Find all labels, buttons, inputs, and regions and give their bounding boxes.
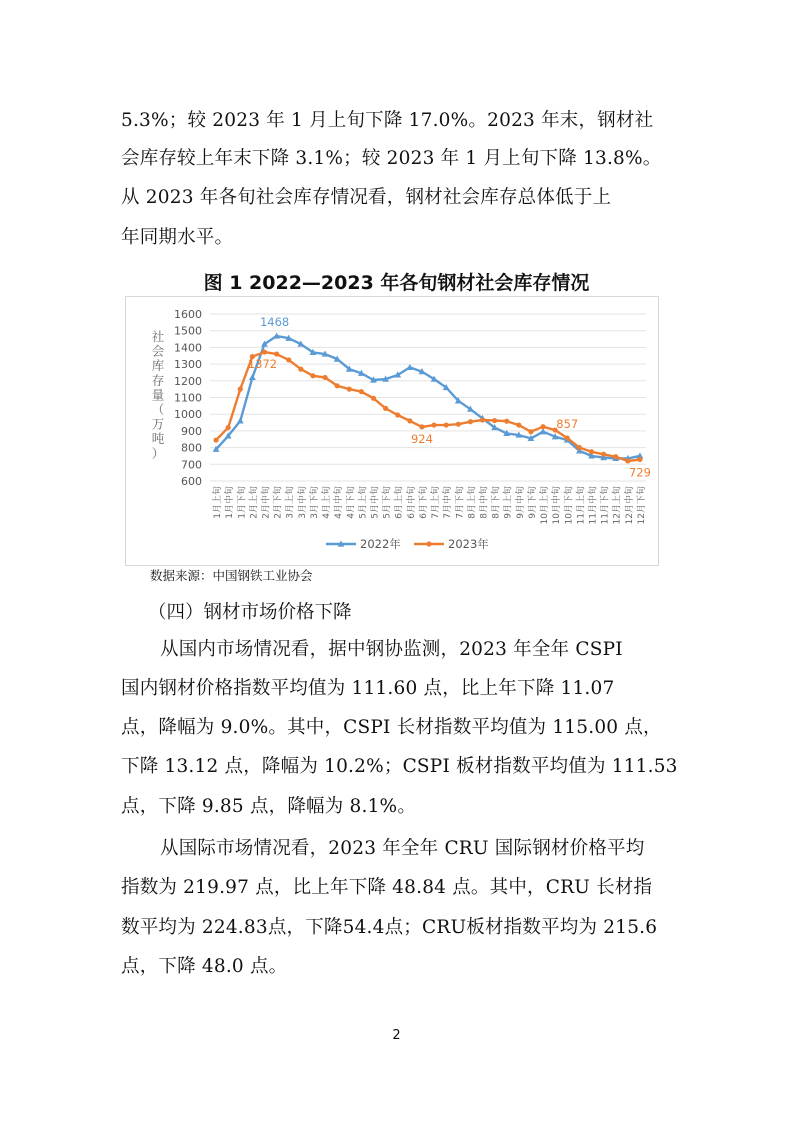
y-axis-label-char: 库 xyxy=(151,358,165,374)
x-tick-label: 11月下旬 xyxy=(600,485,611,525)
y-axis-label-char: （ xyxy=(151,402,165,417)
x-tick-label: 1月中旬 xyxy=(225,486,236,519)
data-point xyxy=(249,374,256,380)
data-point xyxy=(480,417,485,422)
x-tick-label: 8月上旬 xyxy=(467,486,478,519)
y-tick-label: 1300 xyxy=(174,358,202,372)
x-tick-label: 1月上旬 xyxy=(213,486,224,519)
x-tick-label: 9月下旬 xyxy=(527,486,538,519)
x-tick-label: 7月中旬 xyxy=(443,486,454,519)
data-point xyxy=(492,418,497,423)
x-tick-label: 10月上旬 xyxy=(540,486,551,525)
data-point xyxy=(504,419,509,424)
legend-label: 2022年 xyxy=(360,537,401,551)
inventory-line-chart xyxy=(126,297,658,565)
page-number: 2 xyxy=(392,1028,401,1043)
domestic-line-4: 下降 13.12 点，降幅为 10.2%；CSPI 板材指数平均值为 111.53 xyxy=(121,756,678,777)
y-tick-label: 1400 xyxy=(174,341,202,355)
x-tick-label: 5月上旬 xyxy=(358,486,369,519)
data-point xyxy=(406,364,413,370)
international-line-1: 从国际市场情况看，2023 年全年 CRU 国际钢材价格平均 xyxy=(160,838,645,859)
data-label: 729 xyxy=(628,465,651,480)
y-tick-label: 1000 xyxy=(174,408,202,422)
data-point xyxy=(238,387,243,392)
data-label: 924 xyxy=(410,431,433,446)
x-tick-label: 9月中旬 xyxy=(515,486,526,519)
x-tick-label: 4月上旬 xyxy=(322,486,333,519)
data-point xyxy=(213,437,218,442)
data-label: 1372 xyxy=(247,357,278,372)
data-point xyxy=(444,422,449,427)
y-axis-label-char: ） xyxy=(151,445,165,461)
international-line-3: 数平均为 224.83点，下降54.4点；CRU板材指数平均为 215.6 xyxy=(121,917,658,938)
x-tick-label: 7月上旬 xyxy=(431,486,442,519)
intro-line-2: 会库存较上年末下降 3.1%；较 2023 年 1 月上旬下降 13.8%。 xyxy=(121,148,662,169)
domestic-line-3: 点，降幅为 9.0%。其中，CSPI 长材指数平均值为 115.00 点， xyxy=(121,717,662,738)
x-tick-label: 8月下旬 xyxy=(491,486,502,519)
intro-line-3: 从 2023 年各旬社会库存情况看，钢材社会库存总体低于上 xyxy=(121,187,612,208)
x-tick-label: 1月下旬 xyxy=(237,486,248,519)
domestic-line-2: 国内钢材价格指数平均值为 111.60 点，比上年下降 11.07 xyxy=(121,678,615,699)
x-tick-label: 5月下旬 xyxy=(382,486,393,519)
data-point xyxy=(577,445,582,450)
domestic-line-5: 点，下降 9.85 点，降幅为 8.1%。 xyxy=(121,796,417,817)
domestic-line-1: 从国内市场情况看，据中钢协监测，2023 年全年 CSPI xyxy=(160,639,623,660)
y-axis-label-char: 万 xyxy=(151,416,165,432)
data-point xyxy=(226,425,231,430)
x-tick-label: 3月上旬 xyxy=(285,486,296,519)
data-point xyxy=(407,418,412,423)
x-tick-label: 6月中旬 xyxy=(406,486,417,519)
data-point xyxy=(468,419,473,424)
data-label: 1468 xyxy=(259,315,290,330)
data-point xyxy=(286,357,291,362)
data-point xyxy=(456,422,461,427)
intro-line-1: 5.3%；较 2023 年 1 月上旬下降 17.0%。2023 年末，钢材社 xyxy=(121,110,654,131)
data-point xyxy=(237,417,244,423)
x-tick-label: 12月中旬 xyxy=(624,486,635,525)
inventory-chart xyxy=(125,296,659,566)
data-point xyxy=(322,375,327,380)
x-tick-label: 2月下旬 xyxy=(273,486,284,519)
legend-label: 2023年 xyxy=(448,537,489,551)
data-point xyxy=(310,373,315,378)
x-tick-label: 3月中旬 xyxy=(297,486,308,519)
data-point xyxy=(625,458,630,463)
data-point xyxy=(419,424,424,429)
data-point xyxy=(395,412,400,417)
x-tick-label: 11月中旬 xyxy=(588,486,599,525)
y-tick-label: 600 xyxy=(181,475,202,488)
y-tick-label: 1100 xyxy=(174,391,202,405)
data-point xyxy=(298,367,303,372)
x-tick-label: 6月下旬 xyxy=(418,486,429,519)
y-axis-label-char: 吨 xyxy=(151,431,165,447)
international-line-2: 指数为 219.97 点，比上年下降 48.84 点。其中，CRU 长材指 xyxy=(121,877,653,898)
x-tick-label: 10月中旬 xyxy=(552,486,563,525)
data-point xyxy=(262,349,267,354)
data-point xyxy=(613,454,618,459)
y-axis-label-char: 量 xyxy=(151,387,165,403)
x-tick-label: 4月中旬 xyxy=(334,486,345,519)
data-point xyxy=(383,406,388,411)
x-tick-label: 9月上旬 xyxy=(503,486,514,519)
x-tick-label: 12月下旬 xyxy=(636,486,647,525)
data-point xyxy=(516,422,521,427)
x-tick-label: 6月上旬 xyxy=(394,486,405,519)
y-tick-label: 800 xyxy=(181,441,202,455)
data-point xyxy=(359,389,364,394)
figure-title: 图 1 2022—2023 年各旬钢材社会库存情况 xyxy=(203,272,590,294)
x-tick-label: 2月上旬 xyxy=(249,486,260,519)
data-point xyxy=(431,422,436,427)
data-point xyxy=(528,429,533,434)
x-tick-label: 5月中旬 xyxy=(370,486,381,519)
data-point xyxy=(335,383,340,388)
x-tick-label: 12月上旬 xyxy=(612,486,623,525)
y-tick-label: 1200 xyxy=(174,374,202,388)
international-line-4: 点，下降 48.0 点。 xyxy=(121,956,288,977)
x-tick-label: 7月下旬 xyxy=(455,486,466,519)
data-point xyxy=(371,396,376,401)
y-axis-label-char: 社 xyxy=(151,329,165,344)
y-tick-label: 900 xyxy=(181,424,202,438)
data-point xyxy=(601,452,606,457)
data-point xyxy=(637,457,642,462)
x-tick-label: 8月中旬 xyxy=(479,486,490,519)
y-axis-label-char: 存 xyxy=(151,372,165,388)
data-label: 857 xyxy=(556,417,579,432)
y-tick-label: 700 xyxy=(181,458,202,472)
y-tick-label: 1500 xyxy=(174,324,202,338)
data-point xyxy=(540,424,545,429)
y-tick-label: 1600 xyxy=(174,308,202,321)
y-axis-label-char: 会 xyxy=(151,343,165,359)
x-tick-label: 10月下旬 xyxy=(564,486,575,525)
section-heading: （四）钢材市场价格下降 xyxy=(148,602,352,623)
x-tick-label: 3月下旬 xyxy=(309,486,320,519)
data-point xyxy=(565,435,570,440)
data-point xyxy=(274,351,279,356)
intro-line-4: 年同期水平。 xyxy=(121,227,234,248)
x-tick-label: 2月中旬 xyxy=(261,486,272,519)
data-point xyxy=(589,449,594,454)
source-note: 数据来源：中国钢铁工业协会 xyxy=(150,568,313,583)
data-point xyxy=(347,387,352,392)
x-tick-label: 4月下旬 xyxy=(346,486,357,519)
legend-marker xyxy=(426,541,431,546)
x-tick-label: 11月上旬 xyxy=(576,486,587,525)
